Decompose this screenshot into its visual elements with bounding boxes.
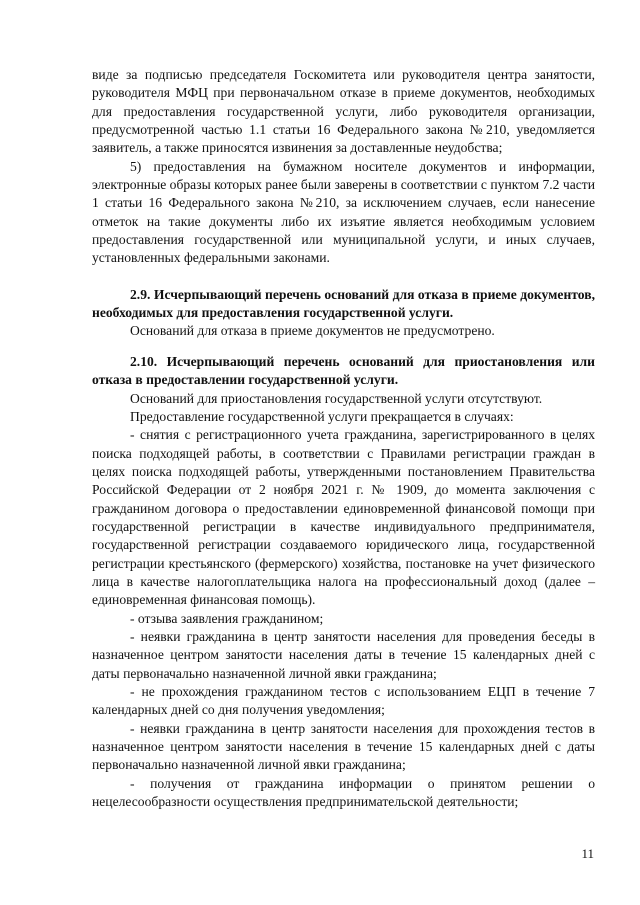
section-heading-2-10: 2.10. Исчерпывающий перечень оснований для приостановления или отказа в предоставлении государственной услуги.	[92, 353, 595, 388]
paragraph-item-5: 5) предоставления на бумажном носителе документов и информации, электронные образы которых ранее были заверены в соответствии с пунктом 7.2 части 1 статьи 16 Федерального закона №210, за исключением случаев, если нанесение отметок на такие документы либо их изъятие является необходимым условием предоставления государственной или муниципальной услуги, и иных случаев, установленных федеральными законами.	[92, 158, 595, 266]
spacer	[92, 268, 595, 286]
list-item-no-show-interview: - неявки гражданина в центр занятости населения для проведения беседы в назначенное центром занятости населения даты в течение 15 календарных дней с даты первоначально назначенной личной явки гражданина;	[92, 628, 595, 681]
paragraph-no-suspension-grounds: Оснований для приостановления государственной услуги отсутствуют.	[130, 390, 543, 406]
list-item-no-tests: - не прохождения гражданином тестов с использованием ЕЦП в течение 7 календарных дней со дня получения уведомления;	[92, 684, 595, 718]
list-item-deregistration: - снятия с регистрационного учета гражданина, зарегистрированного в целях поиска подходящей работы, в соответствии с Правилами регистрации граждан в целях поиска подходящей работы, утвержденными постановлением Правительства Российской Федерации от 2 ноября 2021 г. № 1909, до момента заключения с гражданином договора о предоставлении единовременной финансовой помощи при государственной регистрации в качестве индивидуального предпринимателя, государственной регистрации создаваемого юридического лица, государственной регистрации крестьянского (фермерского) хозяйства, постановке на учет физического лица в качестве налогоплательщика налога на профессиональный доход (далее – единовременная финансовая помощь).	[92, 427, 595, 608]
spacer	[92, 341, 595, 353]
list-item-decision-info: - получения от гражданина информации о принятом решении о нецелесообразности осуществления предпринимательской деятельности;	[92, 775, 595, 810]
section-heading-2-9: 2.9. Исчерпывающий перечень оснований для отказа в приеме документов, необходимых для предоставления государственной услуги.	[92, 286, 595, 321]
list-item-no-show-tests: - неявки гражданина в центр занятости населения для прохождения тестов в назначенное центром занятости населения в течение 15 календарных дней с даты первоначально назначенной личной явки гражданина;	[92, 720, 595, 773]
paragraph-no-refusal-grounds: Оснований для отказа в приеме документов не предусмотрено.	[130, 323, 495, 339]
document-body	[92, 66, 595, 811]
list-item-withdrawal: - отзыва заявления гражданином;	[130, 610, 324, 626]
page-number: 11	[581, 846, 594, 861]
paragraph-signature-notice: виде за подписью председателя Госкомитета или руководителя центра занятости, руководителя МФЦ при первоначальном отказе в приеме документов, необходимых для предоставления государственной услуги, либо руководителя организации, предусмотренной частью 1.1 статьи 16 Федерального закона №210, уведомляется заявитель, а также приносятся извинения за доставленные неудобства;	[92, 67, 595, 156]
paragraph-termination-intro: Предоставление государственной услуги прекращается в случаях:	[130, 408, 514, 424]
